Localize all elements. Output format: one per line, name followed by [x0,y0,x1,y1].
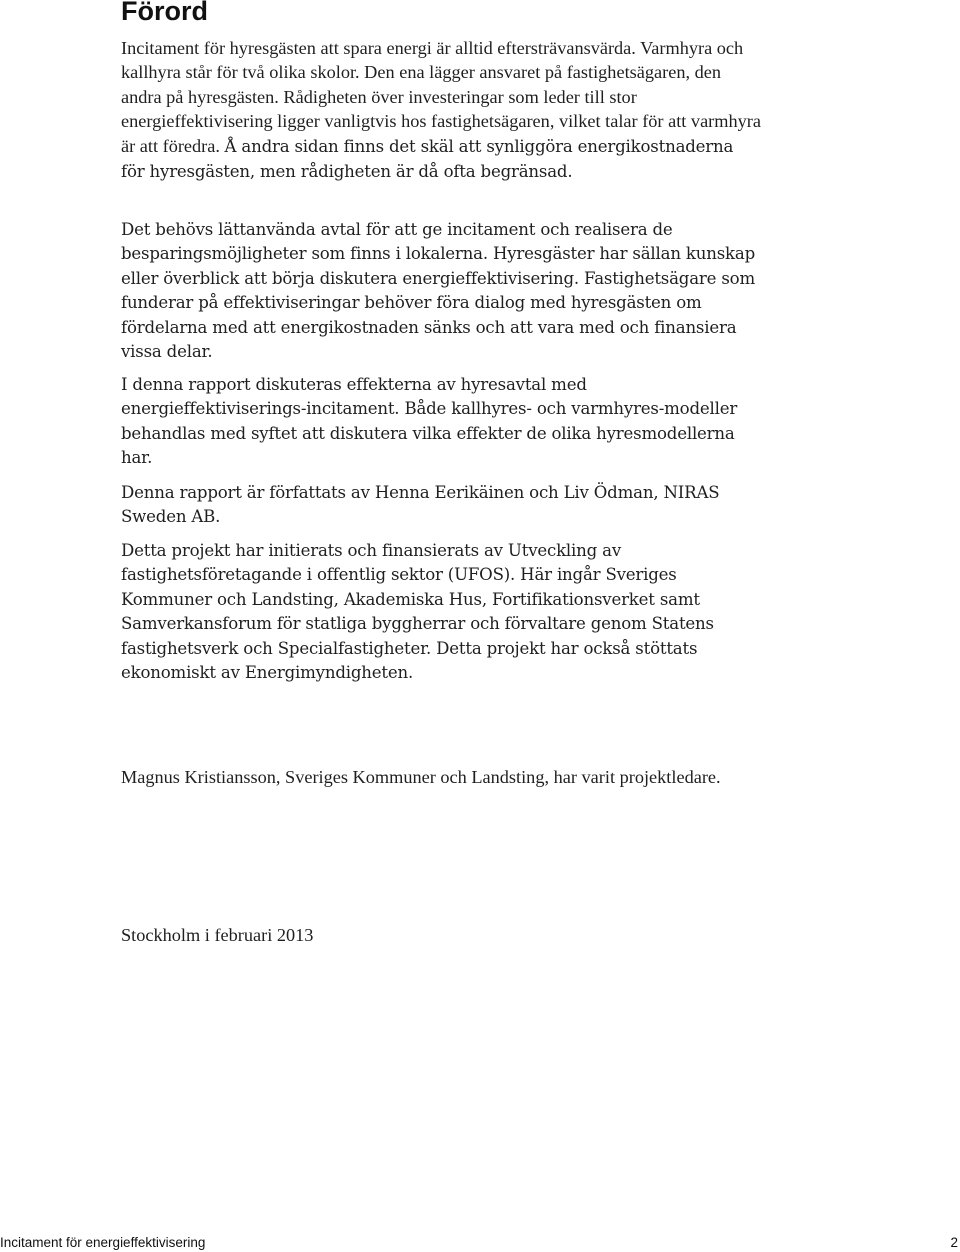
intro-paragraph-continuation: Å andra sidan finns det skäl att synliggöra energikostnaderna för hyresgästen, men rådigheten är då ofta begränsad. [121,136,734,182]
authors-paragraph: Denna rapport är författats av Henna Eerikäinen och Liv Ödman, NIRAS Sweden AB. [121,483,720,527]
page-footer [0,1234,960,1252]
footer-page-number: 2 [950,1235,958,1250]
intro-paragraph-text: Incitament för hyresgästen att spara energi är alltid eftersträvansvärda. Varmhyra och kallhyra står för två olika skolor. Den ena lägger ansvaret på fastighetsägaren, den andra på hyresgästen. Rådigheten över investeringar som leder till stor energieffektivisering ligger vanligtvis hos fastighetsägaren, vilket talar för att varmhyra är att föredra. [121,38,761,156]
footer-document-title: Incitament för energieffektivisering [0,1235,206,1250]
project-lead-paragraph: Magnus Kristiansson, Sveriges Kommuner och Landsting, har varit projektledare. [121,767,721,787]
page-heading: Förord [121,0,208,26]
funding-paragraph: Detta projekt har initierats och finansierats av Utveckling av fastighetsföretagande i offentlig sektor (UFOS). Här ingår Sveriges Kommuner och Landsting, Akademiska Hus, Fortifikationsverket samt Samverkansforum för statliga byggherrar och förvaltare genom Statens fastighetsverk och Specialfastigheter. Detta projekt har också stöttats ekonomiskt av Energimyndigheten. [121,541,714,683]
agreements-paragraph: Det behövs lättanvända avtal för att ge incitament och realisera de besparingsmöjligheter som finns i lokalerna. Hyresgäster har sällan kunskap eller överblick att börja diskutera energieffektivisering. Fastighetsägare som funderar på effektiviseringar behöver föra dialog med hyresgästen om fördelarna med att energikostnaden sänks och att vara med och finansiera vissa delar. [121,220,756,362]
report-scope-paragraph: I denna rapport diskuteras effekterna av hyresavtal med energieffektiviserings-incitament. Både kallhyres- och varmhyres-modeller behandlas med syftet att diskutera vilka effekter de olika hyresmodellerna har. [121,375,738,468]
intro-paragraph [121,36,761,184]
place-date-line: Stockholm i februari 2013 [121,925,314,945]
